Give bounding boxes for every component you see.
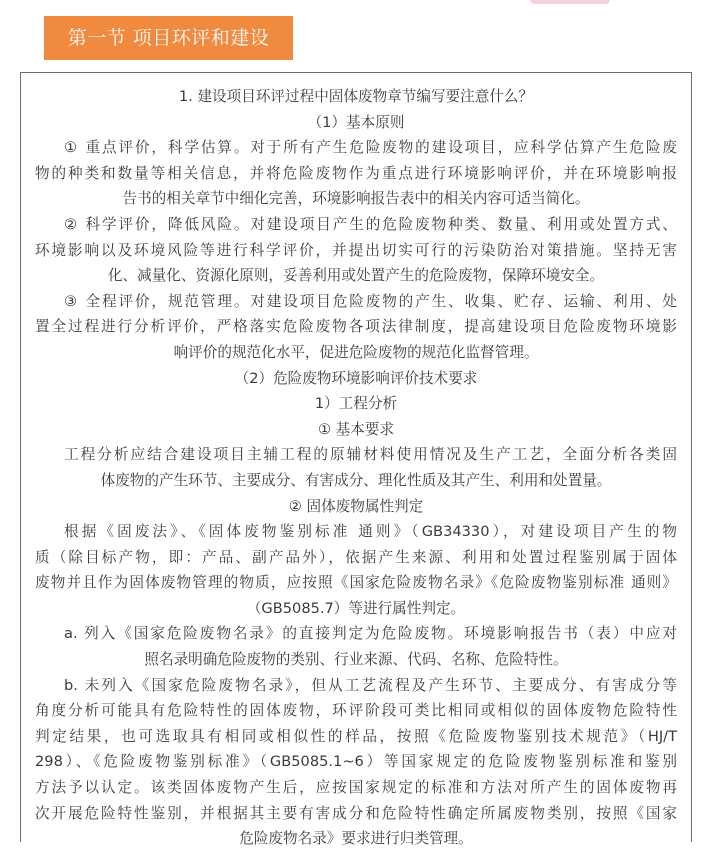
paragraph-line: 响评价的规范化水平，促进危险废物的规范化监督管理。 [173, 343, 539, 361]
paragraph-line: 1）工程分析 [314, 395, 398, 413]
paragraph-line: 告书的相关章节中细化完善，环境影响报告表中的相关内容可适当简化。 [122, 190, 590, 208]
paragraph-line: ① 重点评价，科学估算。对于所有产生危险废物的建设项目，应科学估算产生危险废 [64, 139, 677, 157]
paragraph-line: 照名录明确危险废物的类别、行业来源、代码、名称、危险特性。 [144, 651, 568, 669]
paragraph-line: 工程分析应结合建设项目主辅工程的原辅材料使用情况及生产工艺，全面分析各类固 [64, 446, 677, 464]
paragraph-line: ② 固体废物属性判定 [288, 497, 424, 515]
paragraph-line: 质（除目标产物，即：产品、副产品外），依据产生来源、利用和处置过程鉴别属于固体 [35, 548, 677, 566]
paragraph-line: 角度分析可能具有危险特性的固体废物，环评阶段可类比相同或相似的固体废物危险特性 [35, 702, 677, 720]
paragraph-line: 方法予以认定。该类固体废物产生后，应按国家规定的标准和方法对所产生的固体废物再 [35, 779, 677, 797]
paragraph-line: 化、减量化、资源化原则，妥善利用或处置产生的危险废物，保障环境安全。 [107, 267, 605, 285]
paragraph-line: （2）危险废物环境影响评价技术要求 [234, 369, 478, 387]
paragraph-line: 判定结果，也可选取具有相同或相似性的样品，按照《危险废物鉴别技术规范》（HJ/T [35, 727, 677, 745]
paragraph-line: a. 列入《国家危险废物名录》的直接判定为危险废物。环境影响报告书（表）中应对 [64, 625, 677, 643]
top-decoration [530, 0, 610, 4]
paragraph-line: ② 科学评价，降低风险。对建设项目产生的危险废物种类、数量、利用或处置方式、 [64, 215, 677, 233]
paragraph-line: 1. 建设项目环评过程中固体废物章节编写要注意什么？ [178, 88, 534, 105]
paragraph-line: 环境影响以及环境风险等进行科学评价，并提出切实可行的污染防治对策措施。坚持无害 [35, 241, 677, 259]
paragraph-line: b. 未列入《国家危险废物名录》，但从工艺流程及产生环节、主要成分、有害成分等 [64, 676, 677, 694]
paragraph-line: 物的种类和数量等相关信息，并将危险废物作为重点进行环境影响评价，并在环境影响报 [35, 164, 677, 182]
article-body [20, 72, 692, 848]
paragraph-line: 次开展危险特性鉴别，并根据其主要有害成分和危险特性确定所属废物类别，按照《国家 [35, 804, 677, 822]
paragraph-line: 危险废物名录》要求进行归类管理。 [239, 830, 473, 848]
paragraph-line: 置全过程进行分析评价，严格落实危险废物各项法律制度，提高建设项目危险废物环境影 [35, 318, 677, 336]
paragraph-line: 根据《固废法》、《固体废物鉴别标准 通则》（GB34330），对建设项目产生的物 [64, 523, 677, 541]
paragraph-line: ① 基本要求 [317, 420, 395, 438]
paragraph-line: 体废物的产生环节、主要成分、有害成分、理化性质及其产生、利用和处置量。 [100, 471, 612, 489]
paragraph-line: （GB5085.7）等进行属性判定。 [246, 599, 466, 617]
paragraph-line: 298）、《危险废物鉴别标准》（GB5085.1~6）等国家规定的危险废物鉴别标准和鉴别 [35, 753, 677, 771]
section-title: 第一节 项目环评和建设 [44, 16, 293, 60]
paragraph-line: （1）基本原则 [307, 113, 405, 131]
paragraph-line: 废物并且作为固体废物管理的物质，应按照《国家危险废物名录》《危险废物鉴别标准 通则》 [35, 574, 677, 592]
paragraph-line: ③ 全程评价，规范管理。对建设项目危险废物的产生、收集、贮存、运输、利用、处 [64, 292, 677, 310]
